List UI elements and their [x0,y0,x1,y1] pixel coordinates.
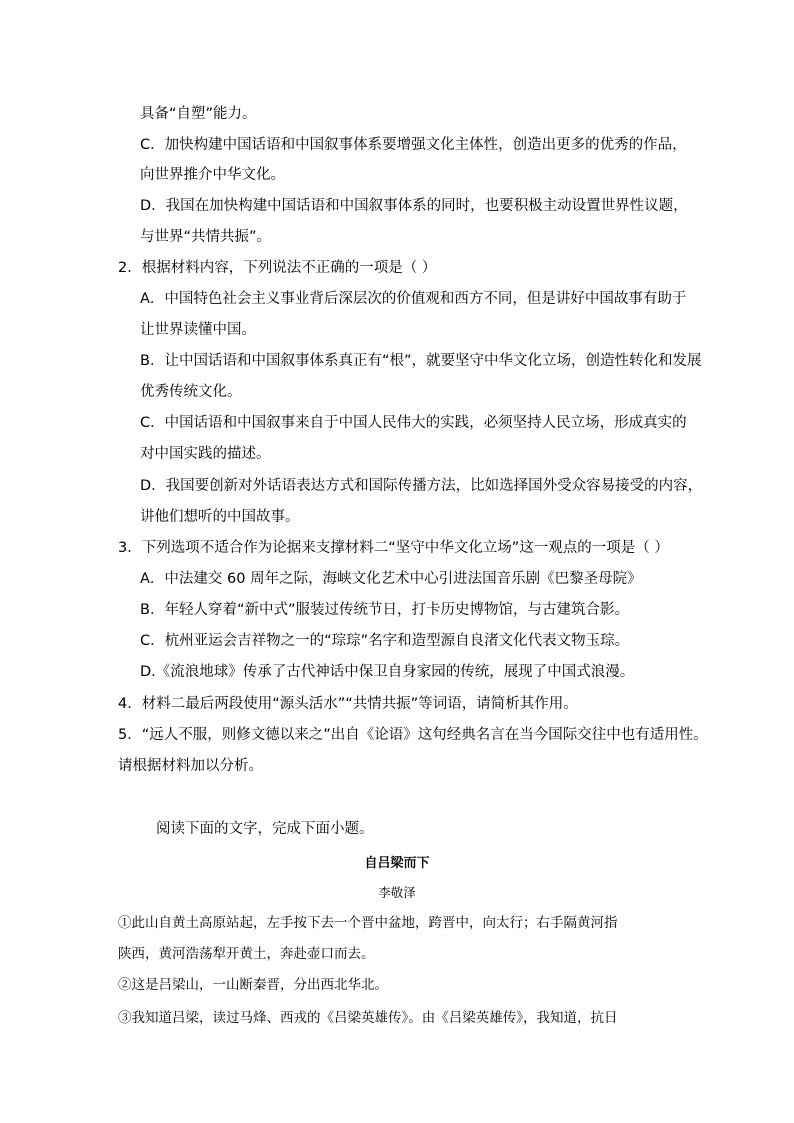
q2-option-c-line1: C．中国话语和中国叙事来自于中国人民伟大的实践，必须坚持人民立场，形成真实的 [140,415,687,431]
q2-option-b-line1: B．让中国话语和中国叙事体系真正有“根”，就要坚守中华文化立场，创造性转化和发展 [140,353,702,369]
q5-line2: 请根据材料加以分析。 [118,758,263,774]
q3-option-c: C．杭州亚运会吉祥物之一的“琮琮”名字和造型源自良渚文化代表文物玉琮。 [140,633,630,649]
q1-option-c-line1: C．加快构建中国话语和中国叙事体系要增强文化主体性，创造出更多的优秀的作品， [140,137,687,153]
q1-option-d-line1: D．我国在加快构建中国话语和中国叙事体系的同时，也要积极主动设置世界性议题， [140,198,688,214]
paragraph-2: ②这是吕梁山，一山断秦晋，分出西北华北。 [118,977,388,993]
q3-stem: 3．下列选项不适合作为论据来支撑材料二“坚守中华文化立场”这一观点的一项是（ ） [118,540,669,556]
reading-title: 自吕梁而下 [364,856,430,871]
q1-option-d-line2: 与世界“共情共振”。 [140,229,272,245]
q1-option-c-line2: 向世界推介中华文化。 [140,167,285,183]
q3-option-a: A．中法建交 60 周年之际，海峡文化艺术中心引进法国音乐剧《巴黎圣母院》 [140,571,642,587]
q2-option-a-line2: 让世界读懂中国。 [140,322,256,338]
q4-text: 4．材料二最后两段使用“源头活水”“共情共振”等词语，请简析其作用。 [118,696,578,712]
reading-author: 李敬泽 [378,885,416,900]
q3-option-b: B．年轻人穿着“新中式”服装过传统节日，打卡历史博物馆，与古建筑合影。 [140,602,629,618]
q2-stem: 2．根据材料内容，下列说法不正确的一项是（ ） [118,260,437,276]
reading-instruction: 阅读下面的文字，完成下面小题。 [156,821,374,837]
q1-option-b-continuation: 具备“自塑”能力。 [140,106,257,122]
q3-option-d: D.《流浪地球》传承了古代神话中保卫自身家园的传统，展现了中国式浪漫。 [140,664,635,680]
paragraph-1-line1: ①此山自黄土高原站起，左手按下去一个晋中盆地，跨晋中，向太行；右手隔黄河指 [118,915,618,931]
q2-option-c-line2: 对中国实践的描述。 [140,446,271,462]
q2-option-d-line2: 讲他们想听的中国故事。 [140,509,300,525]
paragraph-3-line1: ③我知道吕梁，读过马烽、西戎的《吕梁英雄传》。由《吕梁英雄传》，我知道，抗日 [118,1010,618,1026]
q5-line1: 5．“远人不服，则修文德以来之”出自《论语》这句经典名言在当今国际交往中也有适用性。 [118,727,708,743]
q2-option-b-line2: 优秀传统文化。 [140,384,242,400]
q2-option-d-line1: D．我国要创新对外话语表达方式和国际传播方法，比如选择国外受众容易接受的内容， [140,478,703,494]
q2-option-a-line1: A．中国特色社会主义事业背后深层次的价值观和西方不同，但是讲好中国故事有助于 [140,291,687,307]
paragraph-1-line2: 陕西，黄河浩荡犁开黄土，奔赴壶口而去。 [118,946,375,962]
